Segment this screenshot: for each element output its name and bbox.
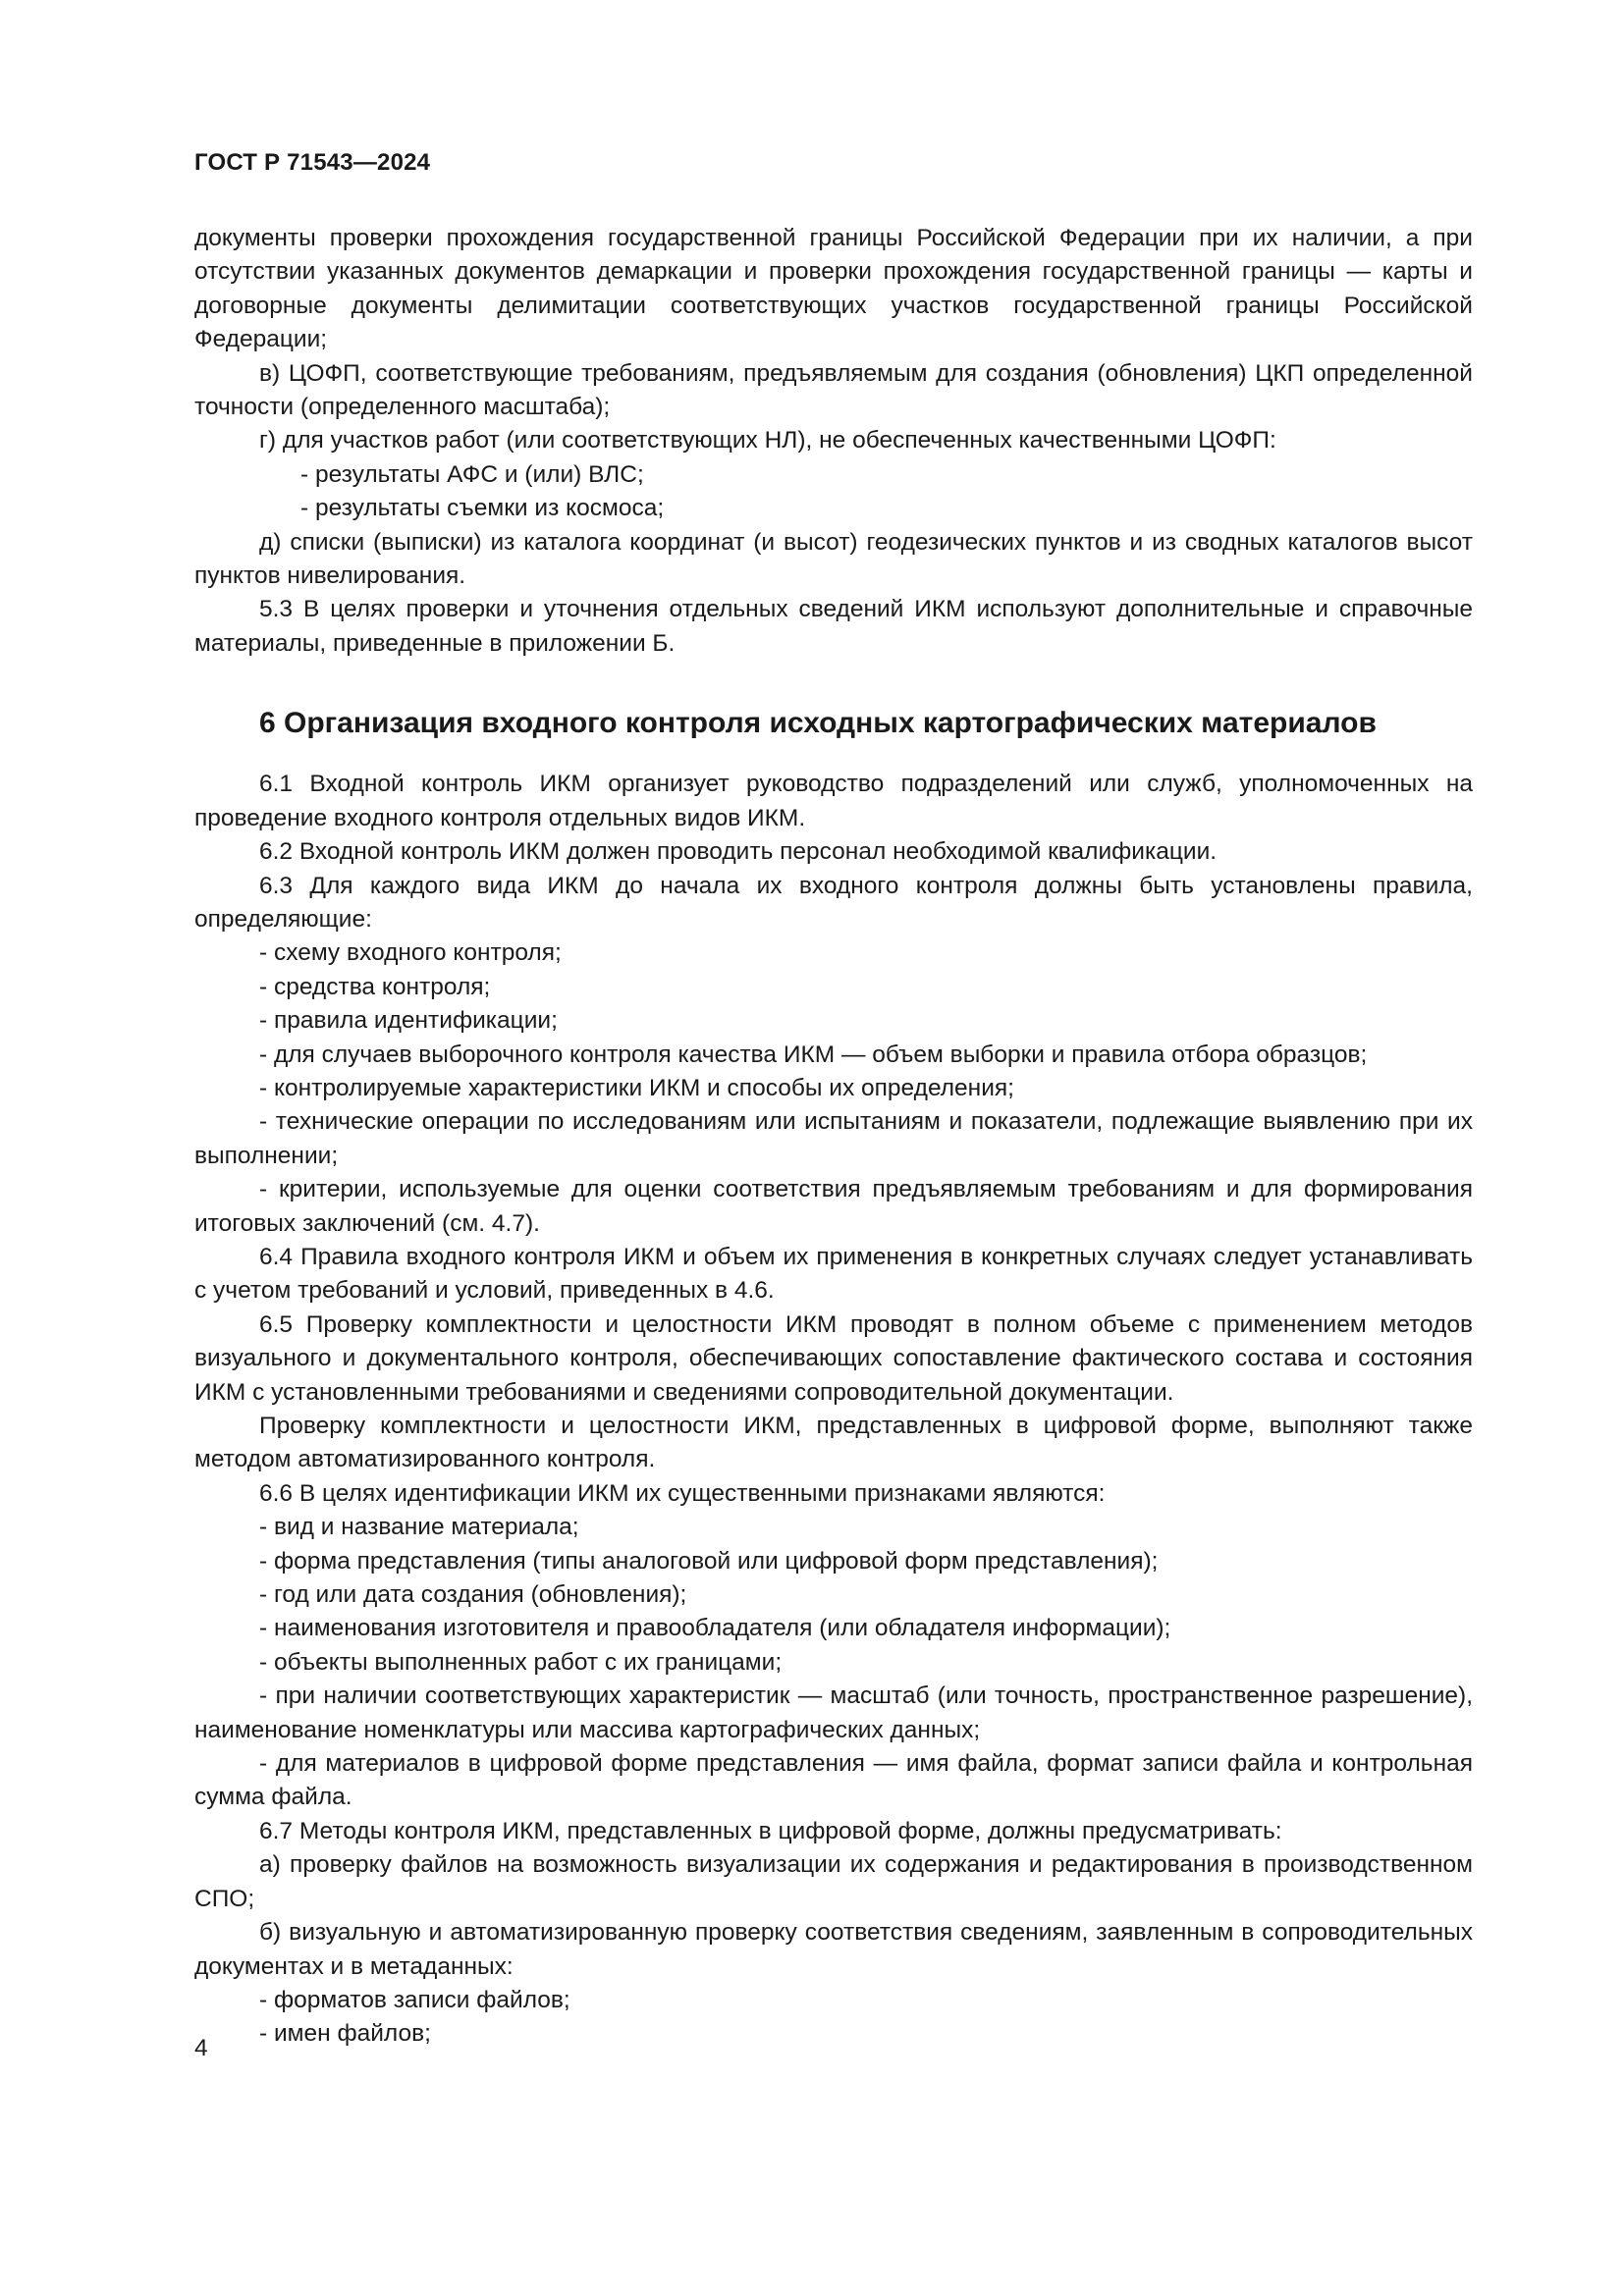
document-header: ГОСТ Р 71543—2024 bbox=[194, 149, 431, 176]
list-item-a: а) проверку файлов на возможность визуализации их содержания и редактирования в производственном СПО; bbox=[194, 1851, 1473, 1912]
list-item: - средства контроля; bbox=[259, 973, 491, 1000]
clause-6-5: 6.5 Проверку комплектности и целостности ИКМ проводят в полном объеме с применением методов визуального и документального контроля, обеспечивающих сопоставление фактического состава и состояния ИКМ с установленными требованиями и сведениями сопроводительной документации. bbox=[194, 1310, 1473, 1406]
list-item: - объекты выполненных работ с их границами; bbox=[259, 1648, 783, 1676]
list-item: - имен файлов; bbox=[259, 2020, 431, 2048]
list-item: - форма представления (типы аналоговой или цифровой форм представления); bbox=[259, 1547, 1159, 1575]
clause-6-7: 6.7 Методы контроля ИКМ, представленных в цифровой форме, должны предусматривать: bbox=[259, 1817, 1282, 1844]
paragraph: Проверку комплектности и целостности ИКМ, представленных в цифровой форме, выполняют также методом автоматизированного контроля. bbox=[194, 1413, 1473, 1473]
document-page bbox=[194, 0, 1473, 2296]
list-item-d: д) списки (выписки) из каталога координат (и высот) геодезических пунктов и из сводных каталогов высот пунктов нивелирования. bbox=[194, 528, 1473, 590]
list-item: - при наличии соответствующих характеристик — масштаб (или точность, пространственное разрешение), наименование номенклатуры или массива картографических данных; bbox=[194, 1682, 1473, 1743]
page-number: 4 bbox=[194, 2035, 208, 2061]
list-item: - для материалов в цифровой форме представления — имя файла, формат записи файла и контрольная сумма файла. bbox=[194, 1750, 1473, 1811]
section-heading-6: 6 Организация входного контроля исходных картографических материалов bbox=[259, 707, 1377, 740]
list-item: - критерии, используемые для оценки соответствия предъявляемым требованиям и для формирования итоговых заключений (см. 4.7). bbox=[194, 1176, 1473, 1237]
clause-6-3: 6.3 Для каждого вида ИКМ до начала их входного контроля должны быть установлены правила, определяющие: bbox=[194, 872, 1473, 933]
document-body bbox=[194, 222, 1473, 2052]
paragraph: документы проверки прохождения государственной границы Российской Федерации при их наличии, а при отсутствии указанных документов демаркации и проверки прохождения государственной границы — карты и договорные документы делимитации соответствующих участков государственной границы Российской Федерации; bbox=[194, 225, 1473, 353]
list-item: - для случаев выборочного контроля качества ИКМ — объем выборки и правила отбора образцов; bbox=[259, 1041, 1368, 1068]
sub-list-item: - результаты АФС и (или) ВЛС; bbox=[300, 460, 644, 488]
list-item: - технические операции по исследованиям или испытаниям и показатели, подлежащие выявлению при их выполнении; bbox=[194, 1108, 1473, 1169]
list-item: - вид и название материала; bbox=[259, 1514, 579, 1541]
clause-5-3: 5.3 В целях проверки и уточнения отдельных сведений ИКМ используют дополнительные и справочные материалы, приведенные в приложении Б. bbox=[194, 596, 1473, 657]
list-item: - форматов записи файлов; bbox=[259, 1986, 570, 2013]
clause-6-6: 6.6 В целях идентификации ИКМ их существенными признаками являются: bbox=[259, 1479, 1106, 1507]
list-item: - правила идентификации; bbox=[259, 1007, 558, 1035]
sub-list-item: - результаты съемки из космоса; bbox=[300, 495, 665, 522]
list-item-b: б) визуальную и автоматизированную проверку соответствия сведениям, заявленным в сопроводительных документах и в метаданных: bbox=[194, 1919, 1473, 1980]
list-item-g: г) для участков работ (или соответствующих НЛ), не обеспеченных качественными ЦОФП: bbox=[259, 427, 1276, 454]
clause-6-1: 6.1 Входной контроль ИКМ организует руководство подразделений или служб, уполномоченных на проведение входного контроля отдельных видов ИКМ. bbox=[194, 771, 1473, 831]
clause-6-2: 6.2 Входной контроль ИКМ должен проводить персонал необходимой квалификации. bbox=[259, 838, 1218, 866]
clause-6-4: 6.4 Правила входного контроля ИКМ и объем их применения в конкретных случаях следует устанавливать с учетом требований и условий, приведенных в 4.6. bbox=[194, 1243, 1473, 1305]
list-item: - наименования изготовителя и правообладателя (или обладателя информации); bbox=[259, 1615, 1171, 1642]
list-item: - схему входного контроля; bbox=[259, 939, 562, 967]
list-item: - контролируемые характеристики ИКМ и способы их определения; bbox=[259, 1074, 1014, 1101]
list-item: - год или дата создания (обновления); bbox=[259, 1581, 687, 1609]
list-item-v: в) ЦОФП, соответствующие требованиям, предъявляемым для создания (обновления) ЦКП определенной точности (определенного масштаба); bbox=[194, 359, 1473, 421]
